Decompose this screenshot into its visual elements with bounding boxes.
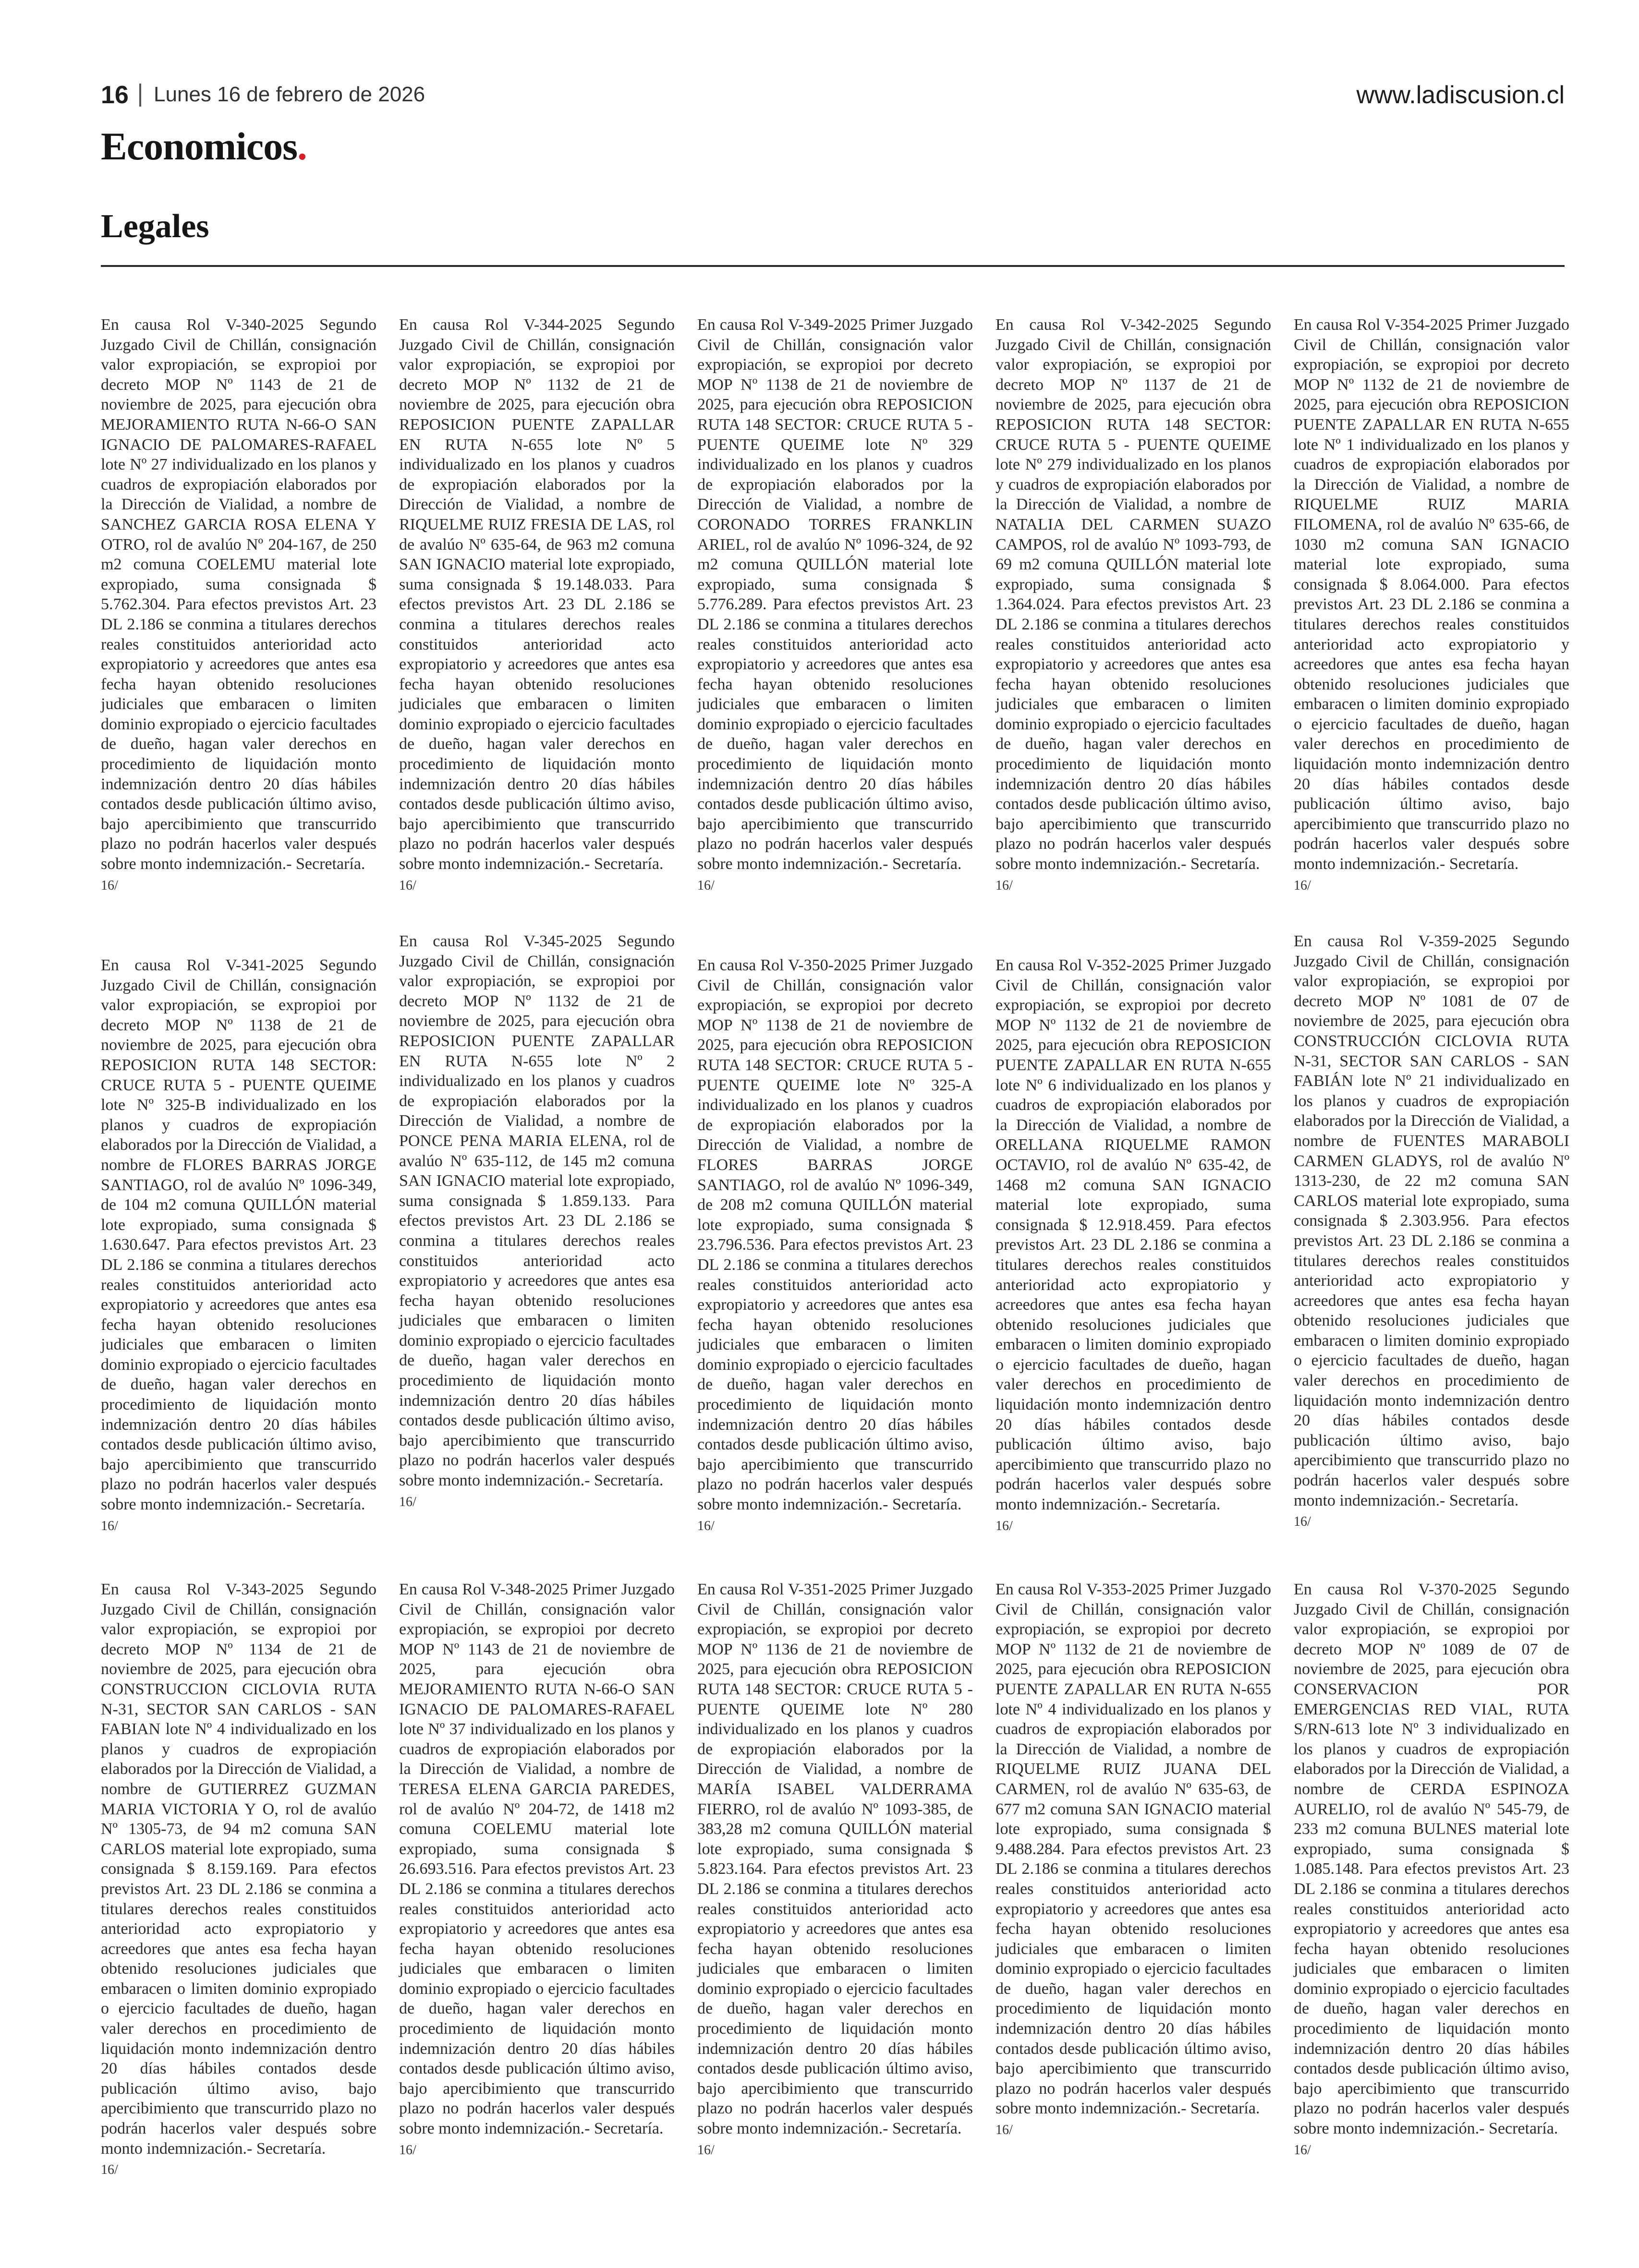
notice-text: En causa Rol V-354-2025 Primer Juzgado Civil de Chillán, consignación valor expropiación, se expropioi por decreto MOP Nº 1132 de 21 de noviembre de 2025, para ejecución obra REPOSICION PUENTE ZAPALLAR EN RUTA N-655 lote Nº 1 individualizado en los planos y cuadros de expropiación elaborados por la Dirección de Vialidad, a nombre de RIQUELME RUIZ MARIA FILOMENA, rol de avalúo Nº 635-66, de 1030 m2 comuna SAN IGNACIO material lote expropiado, suma consignada $ 8.064.000. Para efectos previstos Art. 23 DL 2.186 se conmina a titulares derechos reales constituidos anterioridad acto expropiatorio y acreedores que antes esa fecha hayan obtenido resoluciones judiciales que embaracen o limiten dominio expropiado o ejercicio facultades de dueño, hagan valer derechos en procedimiento de liquidación monto indemnización dentro 20 días hábiles contados desde publicación último aviso, bajo apercibimiento que transcurrido plazo no podrán hacerlos valer después sobre monto indemnización.- Secretaría.	[1294, 316, 1569, 873]
notice-tag: 16/	[399, 878, 416, 893]
notice-text: En causa Rol V-353-2025 Primer Juzgado Civil de Chillán, consignación valor expropiación, se expropioi por decreto MOP Nº 1132 de 21 de noviembre de 2025, para ejecución obra REPOSICION PUENTE ZAPALLAR EN RUTA N-655 lote Nº 4 individualizado en los planos y cuadros de expropiación elaborados por la Dirección de Vialidad, a nombre de RIQUELME RUIZ JUANA DEL CARMEN, rol de avalúo Nº 635-63, de 677 m2 comuna SAN IGNACIO material lote expropiado, suma consignada $ 9.488.284. Para efectos previstos Art. 23 DL 2.186 se conmina a titulares derechos reales constituidos anterioridad acto expropiatorio y acreedores que antes esa fecha hayan obtenido resoluciones judiciales que embaracen o limiten dominio expropiado o ejercicio facultades de dueño, hagan valer derechos en procedimiento de liquidación monto indemnización dentro 20 días hábiles contados desde publicación último aviso, bajo apercibimiento que transcurrido plazo no podrán hacerlos valer después sobre monto indemnización.- Secretaría.	[996, 1580, 1271, 2118]
notice-tag: 16/	[101, 878, 118, 893]
notice-text: En causa Rol V-349-2025 Primer Juzgado Civil de Chillán, consignación valor expropiación, se expropioi por decreto MOP Nº 1138 de 21 de noviembre de 2025, para ejecución obra REPOSICION RUTA 148 SECTOR: CRUCE RUTA 5 - PUENTE QUEIME lote Nº 329 individualizado en los planos y cuadros de expropiación elaborados por la Dirección de Vialidad, a nombre de CORONADO TORRES FRANKLIN ARIEL, rol de avalúo Nº 1096-324, de 92 m2 comuna QUILLÓN material lote expropiado, suma consignada $ 5.776.289. Para efectos previstos Art. 23 DL 2.186 se conmina a titulares derechos reales constituidos anterioridad acto expropiatorio y acreedores que antes esa fecha hayan obtenido resoluciones judiciales que embaracen o limiten dominio expropiado o ejercicio facultades de dueño, hagan valer derechos en procedimiento de liquidación monto indemnización dentro 20 días hábiles contados desde publicación último aviso, bajo apercibimiento que transcurrido plazo no podrán hacerlos valer después sobre monto indemnización.- Secretaría.	[697, 316, 973, 873]
legal-notice	[399, 1580, 675, 2159]
notice-tag: 16/	[697, 878, 715, 893]
notice-text: En causa Rol V-351-2025 Primer Juzgado Civil de Chillán, consignación valor expropiación, se expropioi por decreto MOP Nº 1136 de 21 de noviembre de 2025, para ejecución obra REPOSICION RUTA 148 SECTOR: CRUCE RUTA 5 - PUENTE QUEIME lote Nº 280 individualizado en los planos y cuadros de expropiación elaborados por la Dirección de Vialidad, a nombre de MARÍA ISABEL VALDERRAMA FIERRO, rol de avalúo Nº 1093-385, de 383,28 m2 comuna QUILLÓN material lote expropiado, suma consignada $ 5.823.164. Para efectos previstos Art. 23 DL 2.186 se conmina a titulares derechos reales constituidos anterioridad acto expropiatorio y acreedores que antes esa fecha hayan obtenido resoluciones judiciales que embaracen o limiten dominio expropiado o ejercicio facultades de dueño, hagan valer derechos en procedimiento de liquidación monto indemnización dentro 20 días hábiles contados desde publicación último aviso, bajo apercibimiento que transcurrido plazo no podrán hacerlos valer después sobre monto indemnización.- Secretaría.	[697, 1580, 973, 2138]
legal-notice	[697, 955, 973, 1535]
notice-tag: 16/	[697, 2142, 715, 2158]
notice-tag: 16/	[996, 878, 1013, 893]
notice-tag: 16/	[697, 1518, 715, 1533]
section-dot: .	[297, 124, 307, 168]
notice-tag: 16/	[996, 1518, 1013, 1533]
legal-notice	[1294, 315, 1569, 894]
notice-text: En causa Rol V-350-2025 Primer Juzgado Civil de Chillán, consignación valor expropiación, se expropioi por decreto MOP Nº 1138 de 21 de noviembre de 2025, para ejecución obra REPOSICION RUTA 148 SECTOR: CRUCE RUTA 5 - PUENTE QUEIME lote Nº 325-A individualizado en los planos y cuadros de expropiación elaborados por la Dirección de Vialidad, a nombre de FLORES BARRAS JORGE SANTIAGO, rol de avalúo Nº 1096-349, de 208 m2 comuna QUILLÓN material lote expropiado, suma consignada $ 23.796.536. Para efectos previstos Art. 23 DL 2.186 se conmina a titulares derechos reales constituidos anterioridad acto expropiatorio y acreedores que antes esa fecha hayan obtenido resoluciones judiciales que embaracen o limiten dominio expropiado o ejercicio facultades de dueño, hagan valer derechos en procedimiento de liquidación monto indemnización dentro 20 días hábiles contados desde publicación último aviso, bajo apercibimiento que transcurrido plazo no podrán hacerlos valer después sobre monto indemnización.- Secretaría.	[697, 956, 973, 1514]
notice-tag: 16/	[101, 2162, 118, 2178]
notice-text: En causa Rol V-342-2025 Segundo Juzgado Civil de Chillán, consignación valor expropiación, se expropioi por decreto MOP Nº 1137 de 21 de noviembre de 2025, para ejecución obra REPOSICION RUTA 148 SECTOR: CRUCE RUTA 5 - PUENTE QUEIME lote Nº 279 individualizado en los planos y cuadros de expropiación elaborados por la Dirección de Vialidad, a nombre de NATALIA DEL CARMEN SUAZO CAMPOS, rol de avalúo Nº 1093-793, de 69 m2 comuna QUILLÓN material lote expropiado, suma consignada $ 1.364.024. Para efectos previstos Art. 23 DL 2.186 se conmina a titulares derechos reales constituidos anterioridad acto expropiatorio y acreedores que antes esa fecha hayan obtenido resoluciones judiciales que embaracen o limiten dominio expropiado o ejercicio facultades de dueño, hagan valer derechos en procedimiento de liquidación monto indemnización dentro 20 días hábiles contados desde publicación último aviso, bajo apercibimiento que transcurrido plazo no podrán hacerlos valer después sobre monto indemnización.- Secretaría.	[996, 316, 1271, 873]
notice-tag: 16/	[399, 1494, 416, 1509]
notice-tag: 16/	[101, 1518, 118, 1533]
legal-notice	[996, 955, 1271, 1535]
legal-notice	[1294, 1580, 1569, 2159]
legal-notice	[697, 315, 973, 894]
legal-notice	[697, 1580, 973, 2159]
legal-notice	[101, 1580, 376, 2179]
legal-notice	[101, 315, 376, 894]
notice-tag: 16/	[399, 2142, 416, 2158]
header-divider	[139, 84, 141, 107]
notice-tag: 16/	[1294, 2142, 1311, 2158]
subsection-title: Legales	[101, 208, 209, 245]
legal-notice	[101, 955, 376, 1535]
notice-text: En causa Rol V-343-2025 Segundo Juzgado Civil de Chillán, consignación valor expropiación, se expropioi por decreto MOP Nº 1134 de 21 de noviembre de 2025, para ejecución obra CONSTRUCCION CICLOVIA RUTA N-31, SECTOR SAN CARLOS - SAN FABIAN lote Nº 4 individualizado en los planos y cuadros de expropiación elaborados por la Dirección de Vialidad, a nombre de GUTIERREZ GUZMAN MARIA VICTORIA Y O, rol de avalúo Nº 1305-73, de 94 m2 comuna SAN CARLOS material lote expropiado, suma consignada $ 8.159.169. Para efectos previstos Art. 23 DL 2.186 se conmina a titulares derechos reales constituidos anterioridad acto expropiatorio y acreedores que antes esa fecha hayan obtenido resoluciones judiciales que embaracen o limiten dominio expropiado o ejercicio facultades de dueño, hagan valer derechos en procedimiento de liquidación monto indemnización dentro 20 días hábiles contados desde publicación último aviso, bajo apercibimiento que transcurrido plazo no podrán hacerlos valer después sobre monto indemnización.- Secretaría.	[101, 1580, 376, 2158]
notice-text: En causa Rol V-348-2025 Primer Juzgado Civil de Chillán, consignación valor expropiación, se expropioi por decreto MOP Nº 1143 de 21 de noviembre de 2025, para ejecución obra MEJORAMIENTO RUTA N-66-O SAN IGNACIO DE PALOMARES-RAFAEL lote Nº 37 individualizado en los planos y cuadros de expropiación elaborados por la Dirección de Vialidad, a nombre de TERESA ELENA GARCIA PAREDES, rol de avalúo Nº 204-72, de 1418 m2 comuna COELEMU material lote expropiado, suma consignada $ 26.693.516. Para efectos previstos Art. 23 DL 2.186 se conmina a titulares derechos reales constituidos anterioridad acto expropiatorio y acreedores que antes esa fecha hayan obtenido resoluciones judiciales que embaracen o limiten dominio expropiado o ejercicio facultades de dueño, hagan valer derechos en procedimiento de liquidación monto indemnización dentro 20 días hábiles contados desde publicación último aviso, bajo apercibimiento que transcurrido plazo no podrán hacerlos valer después sobre monto indemnización.- Secretaría.	[399, 1580, 675, 2138]
notice-text: En causa Rol V-340-2025 Segundo Juzgado Civil de Chillán, consignación valor expropiación, se expropioi por decreto MOP Nº 1143 de 21 de noviembre de 2025, para ejecución obra MEJORAMIENTO RUTA N-66-O SAN IGNACIO DE PALOMARES-RAFAEL lote Nº 27 individualizado en los planos y cuadros de expropiación elaborados por la Dirección de Vialidad, a nombre de SANCHEZ GARCIA ROSA ELENA Y OTRO, rol de avalúo Nº 204-167, de 250 m2 comuna COELEMU material lote expropiado, suma consignada $ 5.762.304. Para efectos previstos Art. 23 DL 2.186 se conmina a titulares derechos reales constituidos anterioridad acto expropiatorio y acreedores que antes esa fecha hayan obtenido resoluciones judiciales que embaracen o limiten dominio expropiado o ejercicio facultades de dueño, hagan valer derechos en procedimiento de liquidación monto indemnización dentro 20 días hábiles contados desde publicación último aviso, bajo apercibimiento que transcurrido plazo no podrán hacerlos valer después sobre monto indemnización.- Secretaría.	[101, 316, 376, 873]
legal-notice	[996, 315, 1271, 894]
page-header	[101, 81, 1565, 114]
notice-text: En causa Rol V-341-2025 Segundo Juzgado Civil de Chillán, consignación valor expropiación, se expropioi por decreto MOP Nº 1138 de 21 de noviembre de 2025, para ejecución obra REPOSICION RUTA 148 SECTOR: CRUCE RUTA 5 - PUENTE QUEIME lote Nº 325-B individualizado en los planos y cuadros de expropiación elaborados por la Dirección de Vialidad, a nombre de FLORES BARRAS JORGE SANTIAGO, rol de avalúo Nº 1096-349, de 104 m2 comuna QUILLÓN material lote expropiado, suma consignada $ 1.630.647. Para efectos previstos Art. 23 DL 2.186 se conmina a titulares derechos reales constituidos anterioridad acto expropiatorio y acreedores que antes esa fecha hayan obtenido resoluciones judiciales que embaracen o limiten dominio expropiado o ejercicio facultades de dueño, hagan valer derechos en procedimiento de liquidación monto indemnización dentro 20 días hábiles contados desde publicación último aviso, bajo apercibimiento que transcurrido plazo no podrán hacerlos valer después sobre monto indemnización.- Secretaría.	[101, 956, 376, 1514]
notice-tag: 16/	[1294, 878, 1311, 893]
legal-notice	[996, 1580, 1271, 2139]
notice-text: En causa Rol V-370-2025 Segundo Juzgado Civil de Chillán, consignación valor expropiación, se expropioi por decreto MOP Nº 1089 de 07 de noviembre de 2025, para ejecución obra CONSERVACION POR EMERGENCIAS RED VIAL, RUTA S/RN-613 lote Nº 3 individualizado en los planos y cuadros de expropiación elaborados por la Dirección de Vialidad, a nombre de CERDA ESPINOZA AURELIO, rol de avalúo Nº 545-79, de 233 m2 comuna BULNES material lote expropiado, suma consignada $ 1.085.148. Para efectos previstos Art. 23 DL 2.186 se conmina a titulares derechos reales constituidos anterioridad acto expropiatorio y acreedores que antes esa fecha hayan obtenido resoluciones judiciales que embaracen o limiten dominio expropiado o ejercicio facultades de dueño, hagan valer derechos en procedimiento de liquidación monto indemnización dentro 20 días hábiles contados desde publicación último aviso, bajo apercibimiento que transcurrido plazo no podrán hacerlos valer después sobre monto indemnización.- Secretaría.	[1294, 1580, 1569, 2138]
header-rule	[101, 265, 1565, 267]
legal-notice	[399, 315, 675, 894]
section-name: Economicos	[101, 124, 298, 168]
legal-notice	[1294, 931, 1569, 1531]
website-link[interactable]: www.ladiscusion.cl	[1356, 81, 1565, 109]
notice-text: En causa Rol V-359-2025 Segundo Juzgado Civil de Chillán, consignación valor expropiación, se expropioi por decreto MOP Nº 1081 de 07 de noviembre de 2025, para ejecución obra CONSTRUCCIÓN CICLOVIA RUTA N-31, SECTOR SAN CARLOS - SAN FABIÁN lote Nº 21 individualizado en los planos y cuadros de expropiación elaborados por la Dirección de Vialidad, a nombre de FUENTES MARABOLI CARMEN GLADYS, rol de avalúo Nº 1313-230, de 22 m2 comuna SAN CARLOS material lote expropiado, suma consignada $ 2.303.956. Para efectos previstos Art. 23 DL 2.186 se conmina a titulares derechos reales constituidos anterioridad acto expropiatorio y acreedores que antes esa fecha hayan obtenido resoluciones judiciales que embaracen o limiten dominio expropiado o ejercicio facultades de dueño, hagan valer derechos en procedimiento de liquidación monto indemnización dentro 20 días hábiles contados desde publicación último aviso, bajo apercibimiento que transcurrido plazo no podrán hacerlos valer después sobre monto indemnización.- Secretaría.	[1294, 932, 1569, 1509]
legal-notice	[399, 931, 675, 1511]
notice-tag: 16/	[1294, 1514, 1311, 1530]
page-number: 16	[101, 81, 129, 109]
notice-text: En causa Rol V-352-2025 Primer Juzgado Civil de Chillán, consignación valor expropiación, se expropioi por decreto MOP Nº 1132 de 21 de noviembre de 2025, para ejecución obra REPOSICION PUENTE ZAPALLAR EN RUTA N-655 lote Nº 6 individualizado en los planos y cuadros de expropiación elaborados por la Dirección de Vialidad, a nombre de ORELLANA RIQUELME RAMON OCTAVIO, rol de avalúo Nº 635-42, de 1468 m2 comuna SAN IGNACIO material lote expropiado, suma consignada $ 12.918.459. Para efectos previstos Art. 23 DL 2.186 se conmina a titulares derechos reales constituidos anterioridad acto expropiatorio y acreedores que antes esa fecha hayan obtenido resoluciones judiciales que embaracen o limiten dominio expropiado o ejercicio facultades de dueño, hagan valer derechos en procedimiento de liquidación monto indemnización dentro 20 días hábiles contados desde publicación último aviso, bajo apercibimiento que transcurrido plazo no podrán hacerlos valer después sobre monto indemnización.- Secretaría.	[996, 956, 1271, 1514]
notice-text: En causa Rol V-345-2025 Segundo Juzgado Civil de Chillán, consignación valor expropiación, se expropioi por decreto MOP Nº 1132 de 21 de noviembre de 2025, para ejecución obra REPOSICION PUENTE ZAPALLAR EN RUTA N-655 lote Nº 2 individualizado en los planos y cuadros de expropiación elaborados por la Dirección de Vialidad, a nombre de PONCE PENA MARIA ELENA, rol de avalúo Nº 635-112, de 145 m2 comuna SAN IGNACIO material lote expropiado, suma consignada $ 1.859.133. Para efectos previstos Art. 23 DL 2.186 se conmina a titulares derechos reales constituidos anterioridad acto expropiatorio y acreedores que antes esa fecha hayan obtenido resoluciones judiciales que embaracen o limiten dominio expropiado o ejercicio facultades de dueño, hagan valer derechos en procedimiento de liquidación monto indemnización dentro 20 días hábiles contados desde publicación último aviso, bajo apercibimiento que transcurrido plazo no podrán hacerlos valer después sobre monto indemnización.- Secretaría.	[399, 932, 675, 1490]
notice-tag: 16/	[996, 2123, 1013, 2138]
notice-text: En causa Rol V-344-2025 Segundo Juzgado Civil de Chillán, consignación valor expropiación, se expropioi por decreto MOP Nº 1132 de 21 de noviembre de 2025, para ejecución obra REPOSICION PUENTE ZAPALLAR EN RUTA N-655 lote Nº 5 individualizado en los planos y cuadros de expropiación elaborados por la Dirección de Vialidad, a nombre de RIQUELME RUIZ FRESIA DE LAS, rol de avalúo Nº 635-64, de 963 m2 comuna SAN IGNACIO material lote expropiado, suma consignada $ 19.148.033. Para efectos previstos Art. 23 DL 2.186 se conmina a titulares derechos reales constituidos anterioridad acto expropiatorio y acreedores que antes esa fecha hayan obtenido resoluciones judiciales que embaracen o limiten dominio expropiado o ejercicio facultades de dueño, hagan valer derechos en procedimiento de liquidación monto indemnización dentro 20 días hábiles contados desde publicación último aviso, bajo apercibimiento que transcurrido plazo no podrán hacerlos valer después sobre monto indemnización.- Secretaría.	[399, 316, 675, 873]
issue-date: Lunes 16 de febrero de 2026	[154, 83, 425, 106]
section-title	[101, 124, 307, 169]
